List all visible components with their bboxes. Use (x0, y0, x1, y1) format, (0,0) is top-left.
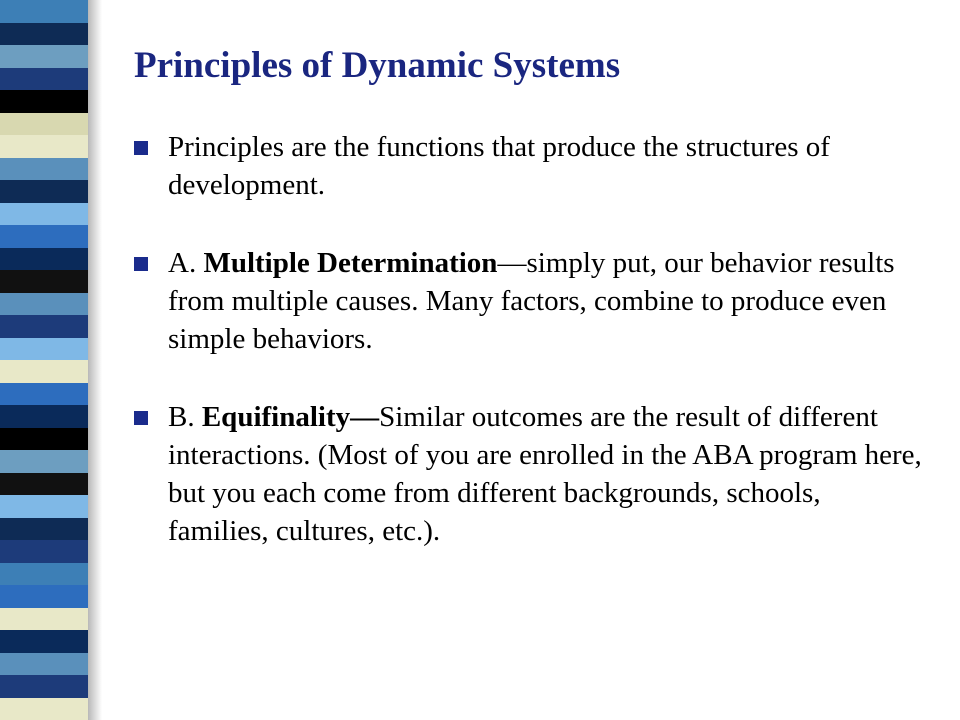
stripe-band (0, 698, 88, 720)
stripe-band (0, 248, 88, 271)
bullet-text: Principles are the functions that produce the structures of development. (168, 131, 830, 201)
bullet-item-principles (134, 128, 924, 204)
stripe-band (0, 270, 88, 293)
bullet-item-multiple-determination (134, 244, 924, 358)
bullet-prefix: B. (168, 401, 202, 433)
stripe-band (0, 450, 88, 473)
stripe-band (0, 405, 88, 428)
stripe-band (0, 428, 88, 451)
stripe-band (0, 563, 88, 586)
stripe-band (0, 135, 88, 158)
stripe-band (0, 540, 88, 563)
stripe-band (0, 113, 88, 136)
stripe-band (0, 585, 88, 608)
bullet-term: Equifinality— (201, 401, 380, 433)
stripe-shadow (88, 0, 102, 720)
stripe-band (0, 225, 88, 248)
stripe-band (0, 608, 88, 631)
bullet-text: Similar outcomes are the result of different interactions. (Most of you are enrolled in the ABA program here, but you each come from different backgrounds, schools, families, cultures, etc.). (168, 401, 922, 547)
stripe-band (0, 315, 88, 338)
stripe-band (0, 180, 88, 203)
square-bullet-icon (134, 411, 148, 425)
stripe-band (0, 158, 88, 181)
stripe-band (0, 653, 88, 676)
square-bullet-icon (134, 257, 148, 271)
decorative-stripe-bar (0, 0, 88, 720)
stripe-band (0, 495, 88, 518)
stripe-band (0, 383, 88, 406)
bullet-prefix: A. (168, 247, 204, 279)
stripe-band (0, 675, 88, 698)
stripe-band (0, 630, 88, 653)
bullet-term: Multiple Determination (203, 247, 498, 279)
stripe-band (0, 68, 88, 91)
stripe-band (0, 518, 88, 541)
bullet-text: —simply put, our behavior results from multiple causes. Many factors, combine to produce even simple behaviors. (168, 247, 895, 355)
slide-title: Principles of Dynamic Systems (134, 45, 621, 86)
stripe-band (0, 45, 88, 68)
stripe-band (0, 293, 88, 316)
stripe-band (0, 338, 88, 361)
stripe-band (0, 203, 88, 226)
stripe-band (0, 90, 88, 113)
stripe-band (0, 0, 88, 23)
bullet-list (134, 128, 924, 550)
stripe-band (0, 23, 88, 46)
stripe-band (0, 360, 88, 383)
square-bullet-icon (134, 141, 148, 155)
stripe-band (0, 473, 88, 496)
bullet-item-equifinality (134, 398, 924, 550)
